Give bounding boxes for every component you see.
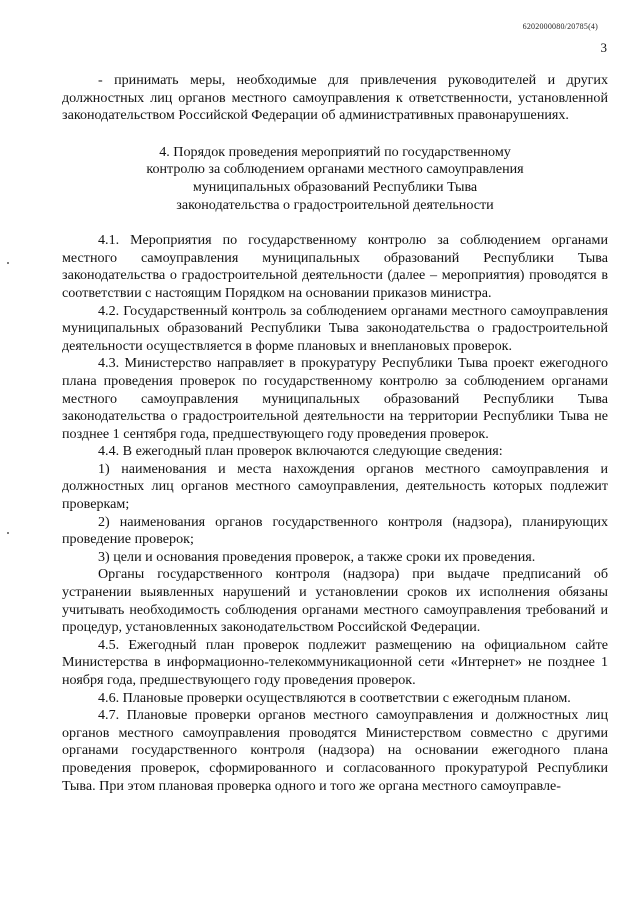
paragraph-4-5: 4.5. Ежегодный план проверок подлежит размещению на официальном сайте Министерства в информационно-телекоммуникационной сети «Интернет» не позднее 1 ноября года, предшествующего году проведения проверок.	[62, 636, 608, 688]
scan-artifact-dot	[7, 532, 9, 534]
section-heading-line: 4. Порядок проведения мероприятий по государственному	[159, 143, 511, 160]
section-heading-line: контролю за соблюдением органами местного самоуправления	[146, 161, 524, 178]
list-item-3: 3) цели и основания проведения проверок, а также сроки их проведения.	[98, 548, 536, 565]
paragraph-4-3: 4.3. Министерство направляет в прокуратуру Республики Тыва проект ежегодного плана проведения проверок по государственному контролю за соблюдением органами местного самоуправления муниципальных образований Республики Тыва законодательства о градостроительной деятельности на территории Республики Тыва не позднее 1 сентября года, предшествующего году проведения проверок.	[62, 355, 608, 442]
paragraph-4-6: 4.6. Плановые проверки осуществляются в соответствии с ежегодным планом.	[98, 689, 571, 706]
paragraph-4-1: 4.1. Мероприятия по государственному контролю за соблюдением органами местного самоуправления муниципальных образований Республики Тыва законодательства о градостроительной деятельности (далее – мероприятия) проводятся в соответствии с настоящим Порядком на основании приказов министра.	[62, 232, 608, 301]
paragraph-4-4: 4.4. В ежегодный план проверок включаются следующие сведения:	[98, 443, 503, 460]
document-code: 6202000080/20785(4)	[522, 22, 598, 31]
document-body	[62, 72, 608, 795]
section-heading	[62, 144, 608, 214]
section-heading-line: муниципальных образований Республики Тыва	[192, 178, 478, 195]
page-number: 3	[600, 40, 607, 55]
section-heading-line: законодательства о градостроительной деятельности	[176, 196, 494, 213]
scan-artifact-dot	[7, 262, 9, 264]
intro-paragraph: - принимать меры, необходимые для привлечения руководителей и других должностных лиц органов местного самоуправления к ответственности, установленной законодательством Российской Федерации об административных правонарушениях.	[62, 72, 608, 124]
paragraph-4-2: 4.2. Государственный контроль за соблюдением органами местного самоуправления муниципальных образований Республики Тыва законодательства о градостроительной деятельности осуществляется в форме плановых и внеплановых проверок.	[62, 302, 608, 354]
paragraph-4-7: 4.7. Плановые проверки органов местного самоуправления и должностных лиц органов местного самоуправления проводятся Министерством совместно с другими органами государственного контроля (надзора) на основании ежегодного плана проведения проверок, сформированного и согласованного прокуратурой Республики Тыва. При этом плановая проверка одного и того же органа местного самоуправле-	[62, 707, 608, 794]
list-item-1: 1) наименования и места нахождения органов местного самоуправления и должностных лиц органов местного самоуправления, деятельность которых подлежит проверкам;	[62, 460, 608, 513]
list-item-2: 2) наименования органов государственного контроля (надзора), планирующих проведение проверок;	[62, 513, 608, 548]
paragraph-obligations: Органы государственного контроля (надзора) при выдаче предписаний об устранении выявленных нарушений и установлении сроков их исполнения обязаны учитывать необходимость соблюдения органами местного самоуправления требований и процедур, установленных законодательством Российской Федерации.	[62, 566, 608, 636]
